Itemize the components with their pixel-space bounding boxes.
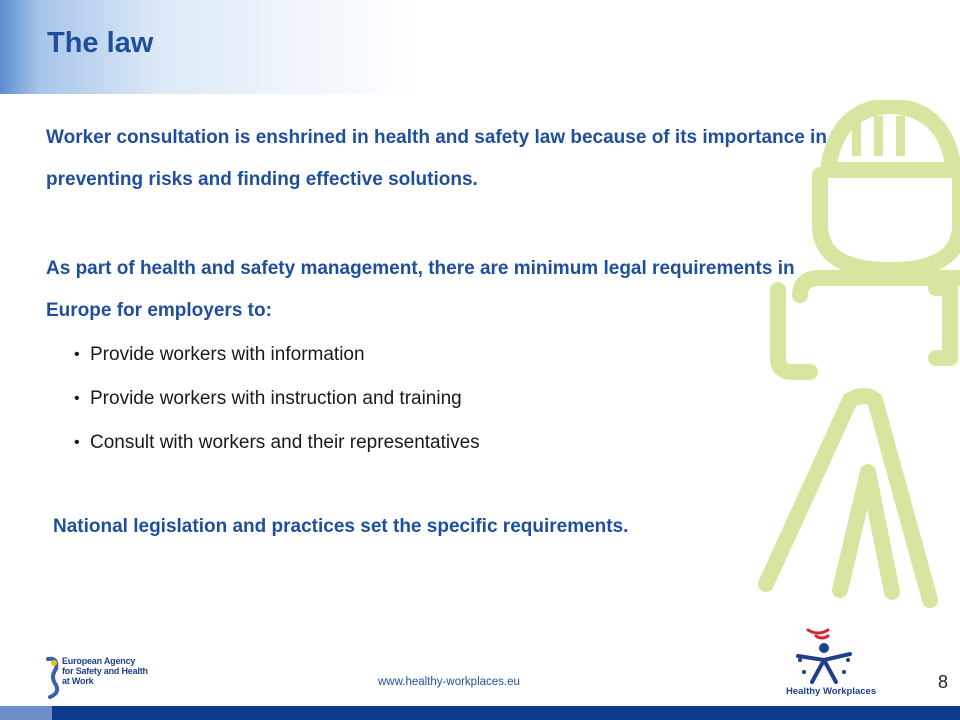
eu-osha-logo [44, 653, 164, 701]
agency-name-line2: for Safety and Health [62, 666, 148, 676]
footer-bar [0, 706, 960, 720]
bullet-icon: • [74, 434, 80, 451]
requirements-list [74, 333, 480, 465]
agency-name-line3: at Work [62, 676, 94, 686]
right-arm-outline [936, 288, 950, 358]
inner-leg-outline [840, 472, 892, 592]
healthy-workplaces-figure-icon [778, 624, 878, 686]
list-item-text: Provide workers with instruction and training [90, 388, 462, 409]
list-item-text: Provide workers with information [90, 344, 365, 365]
helmet-outline [828, 106, 954, 170]
helmet-stripe-3 [896, 116, 905, 156]
list-item [74, 333, 480, 377]
head-outline [820, 175, 960, 270]
paragraph-national: National legislation and practices set the specific requirements. [53, 516, 629, 537]
healthy-workplaces-text: Healthy Workplaces [786, 686, 877, 697]
slide-title: The law [47, 27, 154, 59]
healthy-workplaces-logo [778, 624, 878, 704]
helmet-stripe-1 [852, 122, 861, 156]
list-item-text: Consult with workers and their representatives [90, 432, 480, 453]
list-item [74, 377, 480, 421]
bullet-icon: • [74, 346, 80, 363]
paragraph-consultation: Worker consultation is enshrined in health and safety law because of its importance in preventing risks and finding effective solutions. [46, 127, 827, 190]
eu-osha-logo-icon [44, 655, 62, 699]
footer-bar-cap [0, 706, 52, 720]
paragraph-requirements: As part of health and safety management, there are minimum legal requirements in Europe for employers to: [46, 258, 795, 321]
bullet-icon: • [74, 390, 80, 407]
list-item [74, 421, 480, 465]
agency-name-line1: European Agency [62, 656, 136, 666]
website-url[interactable]: www.healthy-workplaces.eu [378, 676, 520, 688]
page-number: 8 [938, 672, 949, 692]
eu-osha-logo-text [62, 656, 148, 686]
helmet-stripe-2 [874, 116, 883, 156]
